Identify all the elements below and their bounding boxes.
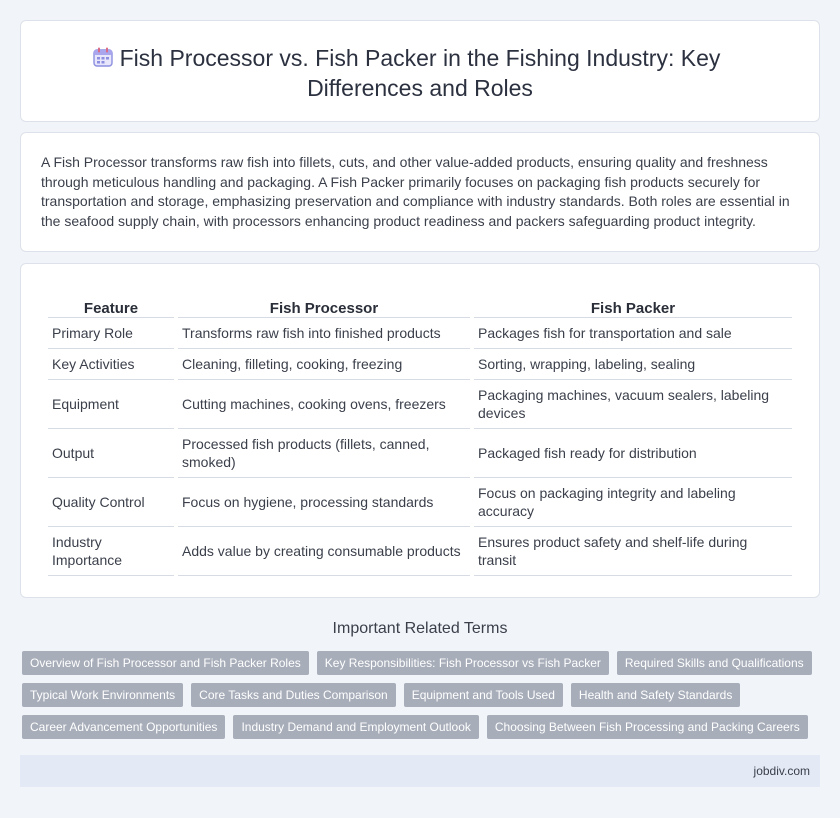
tag-choosing-careers[interactable]: Choosing Between Fish Processing and Packing Careers <box>487 715 808 739</box>
tag-industry-demand[interactable]: Industry Demand and Employment Outlook <box>233 715 478 739</box>
table-row <box>48 527 792 576</box>
cell-feature: Equipment <box>48 380 174 429</box>
intro-text: A Fish Processor transforms raw fish into fillets, cuts, and other value-added products, ensuring quality and freshness through meticulous handling and packaging. A Fish Packer primarily focuses on packaging fish products securely for transportation and storage, emphasizing preservation and compliance with industry standards. Both roles are essential in the seafood supply chain, with processors enhancing product readiness and packers safeguarding product integrity. <box>41 154 790 229</box>
tag-career-advancement[interactable]: Career Advancement Opportunities <box>22 715 225 739</box>
tag-row <box>22 715 822 739</box>
footer-site-link[interactable]: jobdiv.com <box>753 764 810 778</box>
tag-core-tasks[interactable]: Core Tasks and Duties Comparison <box>191 683 396 707</box>
cell-feature: Quality Control <box>48 478 174 527</box>
cell-processor: Processed fish products (fillets, canned, smoked) <box>178 429 470 478</box>
cell-packer: Focus on packaging integrity and labeling accuracy <box>474 478 792 527</box>
cell-packer: Packaged fish ready for distribution <box>474 429 792 478</box>
tag-key-responsibilities[interactable]: Key Responsibilities: Fish Processor vs Fish Packer <box>317 651 609 675</box>
header-fish-processor: Fish Processor <box>178 294 470 318</box>
cell-feature: Output <box>48 429 174 478</box>
table-row <box>48 478 792 527</box>
table-row <box>48 318 792 349</box>
cell-processor: Cleaning, filleting, cooking, freezing <box>178 349 470 380</box>
table-row <box>48 349 792 380</box>
intro-card <box>20 132 820 252</box>
cell-packer: Packaging machines, vacuum sealers, labeling devices <box>474 380 792 429</box>
cell-packer: Sorting, wrapping, labeling, sealing <box>474 349 792 380</box>
table-row <box>48 380 792 429</box>
tag-overview-roles[interactable]: Overview of Fish Processor and Fish Packer Roles <box>22 651 309 675</box>
header-fish-packer: Fish Packer <box>474 294 792 318</box>
header-feature: Feature <box>48 294 174 318</box>
tag-row <box>22 683 822 707</box>
tag-required-skills[interactable]: Required Skills and Qualifications <box>617 651 812 675</box>
footer <box>20 755 820 787</box>
tag-health-safety[interactable]: Health and Safety Standards <box>571 683 740 707</box>
related-terms-tags <box>22 651 822 747</box>
table-header-row <box>48 294 792 318</box>
cell-processor: Focus on hygiene, processing standards <box>178 478 470 527</box>
header-card <box>20 20 820 122</box>
cell-processor: Cutting machines, cooking ovens, freezers <box>178 380 470 429</box>
cell-feature: Key Activities <box>48 349 174 380</box>
cell-feature: Industry Importance <box>48 527 174 576</box>
table-row <box>48 429 792 478</box>
tag-work-environments[interactable]: Typical Work Environments <box>22 683 183 707</box>
comparison-card <box>20 263 820 598</box>
related-terms-title: Important Related Terms <box>332 620 508 637</box>
cell-packer: Packages fish for transportation and sale <box>474 318 792 349</box>
comparison-table <box>44 294 796 576</box>
tag-equipment-tools[interactable]: Equipment and Tools Used <box>404 683 563 707</box>
cell-processor: Adds value by creating consumable products <box>178 527 470 576</box>
cell-feature: Primary Role <box>48 318 174 349</box>
cell-processor: Transforms raw fish into finished products <box>178 318 470 349</box>
page-title: Fish Processor vs. Fish Packer in the Fishing Industry: Key Differences and Roles <box>119 45 721 101</box>
tag-row <box>22 651 822 675</box>
cell-packer: Ensures product safety and shelf-life during transit <box>474 527 792 576</box>
